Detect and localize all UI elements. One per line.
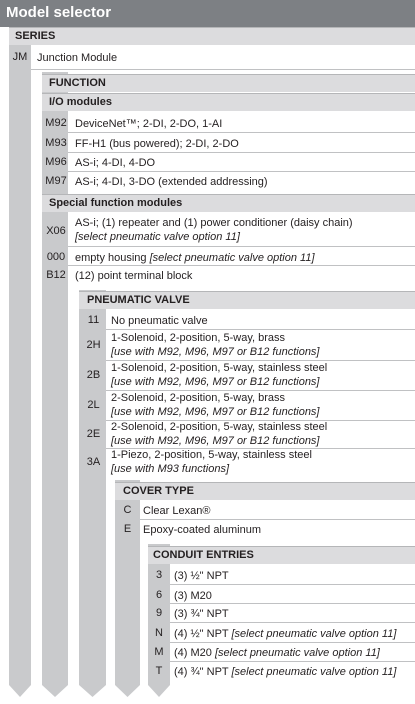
conduit-desc: (3) ¾" NPT	[174, 608, 229, 620]
conduit-desc: (4) ¾" NPT [select pneumatic valve option 11]	[174, 666, 397, 678]
series-heading: SERIES	[15, 30, 56, 42]
special-heading: Special function modules	[49, 197, 183, 209]
conduit-desc: (4) ½" NPT [select pneumatic valve option 11]	[174, 628, 397, 640]
pneumatic-code: 3A	[86, 456, 101, 468]
cover-heading-bar	[115, 482, 415, 500]
series-desc: Junction Module	[37, 52, 118, 64]
special-desc: (12) point terminal block	[75, 270, 193, 282]
cover-heading: COVER TYPE	[123, 485, 194, 497]
io-heading-bar	[42, 93, 415, 111]
special-code: 000	[46, 251, 66, 263]
pneumatic-code: 2H	[86, 339, 101, 351]
io-desc: DeviceNet™; 2-DI, 2-DO, 1-AI	[75, 118, 223, 130]
io-code: M97	[45, 175, 67, 187]
conduit-code: T	[155, 665, 163, 677]
io-desc: AS-i; 4-DI, 3-DO (extended addressing)	[75, 176, 268, 188]
special-code: B12	[46, 269, 66, 281]
conduit-heading-bar	[148, 546, 415, 564]
pneumatic-column	[79, 290, 106, 697]
pneumatic-code: 11	[87, 314, 100, 326]
pneumatic-code: 2L	[87, 399, 100, 411]
conduit-code: N	[155, 627, 163, 639]
cover-desc: Epoxy-coated aluminum	[143, 524, 262, 536]
special-code: X06	[46, 225, 66, 237]
series-heading-bar	[9, 27, 415, 45]
page-title: Model selector	[6, 4, 112, 21]
pneumatic-code: 2E	[86, 428, 101, 440]
pneumatic-heading-bar	[79, 291, 415, 309]
pneumatic-desc: 1-Solenoid, 2-position, 5-way, stainless steel [use with M92, M96, M97 or B12 functions]	[111, 362, 328, 388]
cover-code: C	[123, 504, 132, 516]
pneumatic-code: 2B	[86, 369, 101, 381]
conduit-desc: (3) ½" NPT	[174, 570, 229, 582]
conduit-desc: (3) M20	[174, 590, 212, 602]
pneumatic-heading: PNEUMATIC VALVE	[87, 294, 190, 306]
conduit-code: 9	[155, 607, 163, 619]
conduit-code: 3	[155, 569, 163, 581]
series-code: JM	[12, 51, 28, 63]
io-heading: I/O modules	[49, 96, 112, 108]
conduit-code: 6	[155, 589, 163, 601]
conduit-heading: CONDUIT ENTRIES	[153, 549, 254, 561]
pneumatic-desc: 1-Solenoid, 2-position, 5-way, brass [use with M92, M96, M97 or B12 functions]	[111, 332, 320, 358]
pneumatic-desc: No pneumatic valve	[111, 315, 208, 327]
series-column	[9, 27, 31, 697]
special-desc: empty housing [select pneumatic valve option 11]	[75, 252, 315, 264]
conduit-desc: (4) M20 [select pneumatic valve option 11]	[174, 647, 380, 659]
io-desc: AS-i; 4-DI, 4-DO	[75, 157, 156, 169]
pneumatic-desc: 1-Piezo, 2-position, 5-way, stainless steel [use with M93 functions]	[111, 449, 312, 475]
io-code: M92	[45, 117, 67, 129]
pneumatic-desc: 2-Solenoid, 2-position, 5-way, stainless steel [use with M92, M96, M97 or B12 functions]	[111, 421, 328, 447]
io-code: M96	[45, 156, 67, 168]
function-heading-bar	[42, 74, 415, 92]
io-desc: FF-H1 (bus powered); 2-DI, 2-DO	[75, 138, 239, 150]
cover-code: E	[123, 523, 132, 535]
title-bar	[0, 0, 415, 27]
conduit-code: M	[154, 646, 164, 658]
special-heading-bar	[42, 194, 415, 212]
function-heading: FUNCTION	[49, 77, 106, 89]
cover-desc: Clear Lexan®	[143, 505, 211, 517]
io-code: M93	[45, 137, 67, 149]
pneumatic-desc: 2-Solenoid, 2-position, 5-way, brass [use with M92, M96, M97 or B12 functions]	[111, 392, 320, 418]
special-desc: AS-i; (1) repeater and (1) power conditioner (daisy chain) [select pneumatic valve option 11]	[75, 217, 353, 243]
